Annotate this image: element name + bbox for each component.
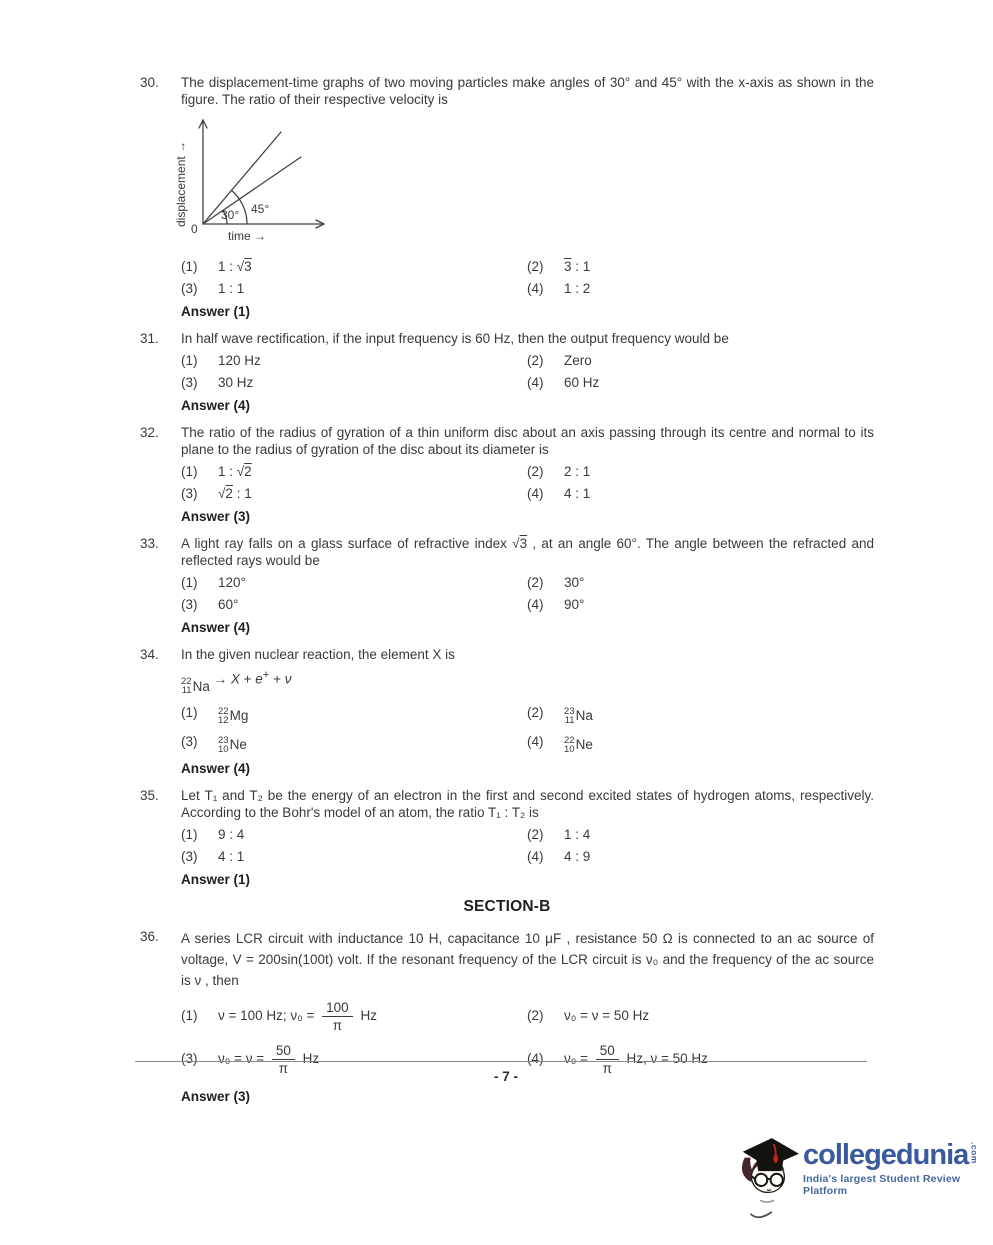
mascot-glasses-right xyxy=(771,1174,783,1186)
collegedunia-logo xyxy=(735,1128,993,1224)
brand-tld: .com xyxy=(969,1142,980,1164)
answer-label: Answer (1) xyxy=(181,871,251,887)
mascot-mouth xyxy=(767,1190,771,1191)
nuclide: 22 11 Na xyxy=(181,675,210,696)
brand-tagline: India's largest Student Review Platform xyxy=(803,1173,961,1197)
mascot-glasses-left xyxy=(755,1174,767,1186)
question-33 xyxy=(140,535,874,636)
option-label: 1 : 4 xyxy=(564,826,591,842)
option xyxy=(527,280,874,298)
question-text: A light ray falls on a glass surface of refractive index √3 , at an angle 60°. The angle between the refracted and reflected rays would be xyxy=(181,536,874,568)
option-label: 23 10 Ne xyxy=(218,734,247,755)
option-label: 30° xyxy=(564,575,585,590)
option-label: 1 : √3 xyxy=(218,259,252,274)
option xyxy=(527,485,874,503)
option-label: 30 Hz xyxy=(218,375,254,390)
question-number: 31. xyxy=(140,331,159,346)
option xyxy=(181,1000,527,1033)
question-number: 33. xyxy=(140,536,159,551)
option-number: (3) xyxy=(181,734,198,749)
option xyxy=(527,463,874,481)
option xyxy=(181,258,527,276)
option-label: 120 Hz xyxy=(218,353,261,368)
option-number: (1) xyxy=(181,1008,198,1023)
option-label: ν = 100 Hz; ν₀ = $\frac{100}{\pi}$ Hz xyxy=(218,999,377,1033)
option xyxy=(181,374,527,392)
option xyxy=(181,463,527,481)
option-label: 2 : 1 xyxy=(564,464,591,479)
option-number: (4) xyxy=(527,1051,544,1066)
question-31 xyxy=(140,330,874,414)
option xyxy=(181,848,527,866)
option xyxy=(181,596,527,614)
nuclear-reaction-equation: 22 11 Na → X + e+ + ν xyxy=(181,669,292,696)
option-number: (3) xyxy=(181,597,198,612)
brand-name: collegedunia xyxy=(803,1139,969,1171)
option-number: (3) xyxy=(181,486,198,501)
option-label: 4 : 9 xyxy=(564,848,591,864)
option-number: (4) xyxy=(527,734,544,749)
y-axis-label: displacement → xyxy=(174,140,188,227)
option-label: Zero xyxy=(564,353,592,368)
option-label: 22 12 Mg xyxy=(218,705,249,726)
option xyxy=(527,352,874,370)
option-label: ν₀ = ν = $\frac{50}{\pi}$ Hz xyxy=(218,1042,320,1076)
question-number: 36. xyxy=(140,928,159,944)
option xyxy=(527,1000,874,1033)
option xyxy=(181,701,527,726)
option-number: (4) xyxy=(527,281,544,296)
mascot-tassel xyxy=(773,1154,778,1163)
options-grid xyxy=(181,574,874,614)
options-grid xyxy=(181,701,874,755)
question-number: 32. xyxy=(140,425,159,440)
question-number: 30. xyxy=(140,75,159,90)
footer-divider xyxy=(135,1061,867,1062)
option xyxy=(527,596,874,614)
option-number: (2) xyxy=(527,826,544,842)
exam-page-content xyxy=(140,74,874,1115)
option-number: (2) xyxy=(527,1008,544,1023)
option-number: (1) xyxy=(181,575,198,590)
option-number: (2) xyxy=(527,353,544,368)
option-number: (4) xyxy=(527,848,544,864)
question-number: 35. xyxy=(140,787,159,803)
option-number: (2) xyxy=(527,575,544,590)
option xyxy=(181,352,527,370)
question-number: 34. xyxy=(140,647,159,662)
fraction: $\frac{50}{\pi}$ xyxy=(596,1043,619,1076)
option-number: (2) xyxy=(527,705,544,720)
swoosh-icon xyxy=(751,1212,772,1217)
option xyxy=(181,826,527,844)
option-label: 4 : 1 xyxy=(564,486,591,501)
question-30 xyxy=(140,74,874,320)
options-grid xyxy=(181,826,874,866)
option xyxy=(527,848,874,866)
option-number: (3) xyxy=(181,281,198,296)
option xyxy=(527,574,874,592)
section-b-heading: SECTION-B xyxy=(463,897,551,915)
fraction: $\frac{50}{\pi}$ xyxy=(272,1043,295,1076)
answer-label: Answer (4) xyxy=(181,620,251,635)
displacement-time-graph xyxy=(173,112,874,252)
question-34 xyxy=(140,646,874,777)
option-label: 1 : 1 xyxy=(218,281,245,296)
option xyxy=(527,730,874,755)
question-text: Let T₁ and T₂ be the energy of an electron in the first and second excited states of hydrogen atoms, respectively. According to the Bohr's model of an atom, the ratio T₁ : T₂ is xyxy=(181,787,874,820)
option-label: 60 Hz xyxy=(564,375,600,390)
option-number: (2) xyxy=(527,259,544,274)
angle-30-label: 30° xyxy=(221,208,240,222)
option xyxy=(181,280,527,298)
option xyxy=(181,485,527,503)
option-number: (3) xyxy=(181,375,198,390)
option-number: (4) xyxy=(527,486,544,501)
option-number: (1) xyxy=(181,705,198,720)
option-number: (1) xyxy=(181,464,198,479)
option xyxy=(181,730,527,755)
origin-label: 0 xyxy=(191,222,198,236)
option-label: 4 : 1 xyxy=(218,848,245,864)
answer-label: Answer (4) xyxy=(181,398,251,413)
option-number: (1) xyxy=(181,826,198,842)
question-text: The displacement-time graphs of two moving particles make angles of 30° and 45° with the x-axis as shown in the figure. The ratio of their respective velocity is xyxy=(181,75,874,107)
option-number: (3) xyxy=(181,1051,198,1066)
answer-label: Answer (3) xyxy=(181,509,251,524)
option-number: (4) xyxy=(527,597,544,612)
angle-45-label: 45° xyxy=(251,202,270,216)
mascot-mortarboard xyxy=(743,1138,799,1167)
option-label: 22 10 Ne xyxy=(564,734,593,755)
option-label: 3 : 1 xyxy=(564,259,591,274)
option-label: ν₀ = $\frac{50}{\pi}$ Hz, ν = 50 Hz xyxy=(564,1042,708,1076)
option-number: (4) xyxy=(527,375,544,390)
answer-label: Answer (3) xyxy=(181,1088,251,1104)
question-text: A series LCR circuit with inductance 10 H, capacitance 10 μF , resistance 50 Ω is connected to an ac source of voltage, V = 200sin(100t) volt. If the resonant frequency of the LCR circuit is ν₀ and the frequency of the ac source is ν , then xyxy=(181,930,874,988)
question-text: In half wave rectification, if the input frequency is 60 Hz, then the output frequency would be xyxy=(181,331,729,346)
option-label: 120° xyxy=(218,575,246,590)
answer-label: Answer (4) xyxy=(181,760,251,776)
option xyxy=(527,374,874,392)
option-number: (2) xyxy=(527,464,544,479)
option-label: 23 11 Na xyxy=(564,705,593,726)
mascot-icon xyxy=(735,1128,799,1224)
option-number: (3) xyxy=(181,848,198,864)
option-label: 1 : 2 xyxy=(564,281,591,296)
option xyxy=(527,826,874,844)
option-number: (1) xyxy=(181,259,198,274)
page-number: - 7 - xyxy=(493,1069,518,1084)
option-label: 60° xyxy=(218,597,239,612)
question-35 xyxy=(140,787,874,888)
options-grid xyxy=(181,463,874,503)
option xyxy=(527,258,874,276)
option xyxy=(181,574,527,592)
question-32 xyxy=(140,424,874,525)
option xyxy=(527,701,874,726)
option-label: √2 : 1 xyxy=(218,486,252,501)
mascot-chin xyxy=(760,1200,774,1202)
question-text: In the given nuclear reaction, the element X is xyxy=(181,647,455,662)
option-label: 1 : √2 xyxy=(218,464,252,479)
answer-label: Answer (1) xyxy=(181,304,251,319)
option-number: (1) xyxy=(181,353,198,368)
options-grid xyxy=(181,352,874,392)
x-axis-label: time → xyxy=(228,229,267,243)
fraction: $\frac{100}{\pi}$ xyxy=(322,1000,353,1033)
option-label: 90° xyxy=(564,597,585,612)
question-text: The ratio of the radius of gyration of a thin uniform disc about an axis passing through its centre and normal to its plane to the radius of gyration of the disc about its diameter is xyxy=(181,425,874,457)
option-label: ν₀ = ν = 50 Hz xyxy=(564,1008,650,1023)
options-grid xyxy=(181,1000,874,1076)
options-grid xyxy=(181,258,874,298)
option-label: 9 : 4 xyxy=(218,826,245,842)
